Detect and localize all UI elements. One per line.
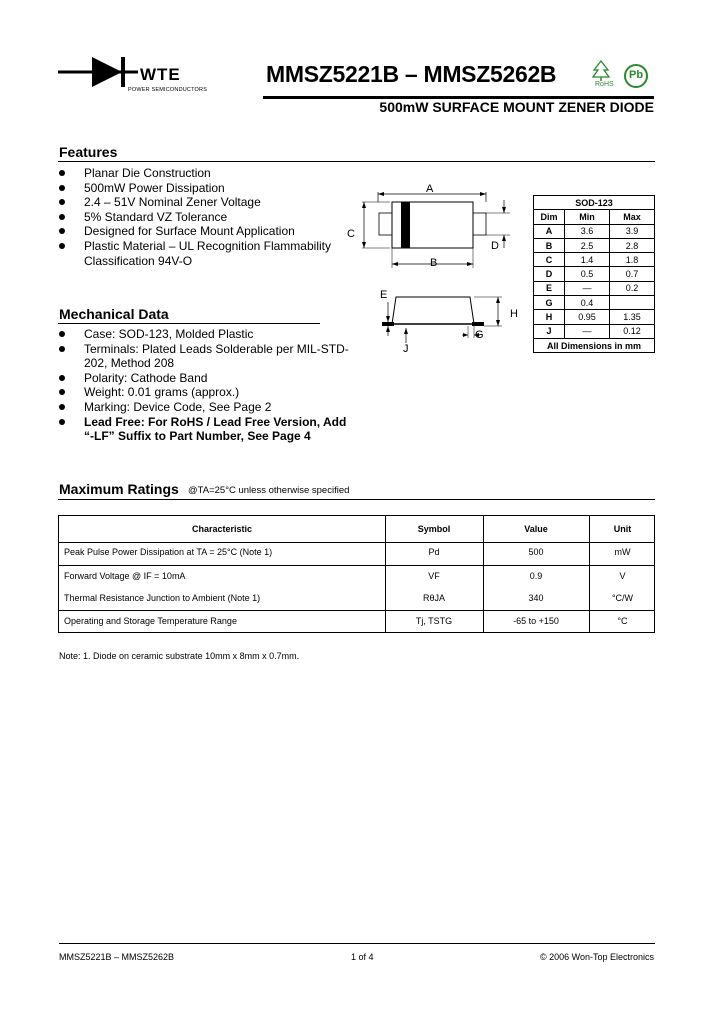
pb-label: Pb [629, 69, 644, 81]
dim-cell: 0.12 [610, 324, 655, 338]
rohs-badge [592, 60, 618, 90]
dim-cell: 3.9 [610, 224, 655, 238]
dim-cell: A [534, 224, 565, 238]
dim-col-header: Dim [534, 210, 565, 224]
dim-cell: 3.6 [565, 224, 610, 238]
dim-cell: — [565, 281, 610, 295]
cell-characteristic: Peak Pulse Power Dissipation at TA = 25°C (Note 1) [64, 547, 273, 557]
cell-characteristic: Operating and Storage Temperature Range [64, 616, 237, 626]
list-item: Polarity: Cathode Band [57, 371, 349, 386]
dim-cell: H [534, 310, 565, 324]
cell-symbol: RθJA [422, 593, 445, 603]
cell-unit: mW [614, 547, 631, 557]
footer-copyright: © 2006 Won-Top Electronics [539, 952, 654, 962]
table-row [534, 281, 655, 295]
cell-symbol: Pd [428, 547, 440, 557]
logo-name: WTE [140, 65, 181, 84]
list-item: Plastic Material – UL Recognition Flammability Classification 94V-O [57, 239, 347, 268]
dim-col-header: Max [610, 210, 655, 224]
cell-value: 340 [528, 593, 544, 603]
dim-cell: 0.95 [565, 310, 610, 324]
dim-cell: J [534, 324, 565, 338]
ratings-rule [58, 499, 655, 500]
ratings-table [58, 515, 655, 633]
features-title: Features [59, 144, 118, 160]
header-unit: Unit [613, 524, 632, 534]
dim-cell: 2.5 [565, 238, 610, 252]
list-item: 500mW Power Dissipation [57, 181, 347, 196]
cell-characteristic: Thermal Resistance Junction to Ambient (Note 1) [64, 593, 261, 603]
cell-unit: V [619, 571, 626, 581]
cell-symbol: Tj, TSTG [415, 616, 453, 626]
list-item: Marking: Device Code, See Page 2 [57, 400, 349, 415]
mechanical-title: Mechanical Data [59, 306, 169, 322]
dim-cell [610, 296, 655, 310]
cell-unit: °C/W [611, 593, 634, 603]
ratings-title: Maximum Ratings [59, 481, 179, 497]
cell-value: 500 [528, 547, 544, 557]
header-symbol: Symbol [417, 524, 451, 534]
tree-icon [592, 60, 618, 82]
table-row [534, 238, 655, 252]
dim-label-b: B [430, 257, 438, 269]
page-subtitle: 500mW SURFACE MOUNT ZENER DIODE [379, 99, 654, 115]
features-rule [58, 161, 655, 162]
dim-table-package: SOD-123 [534, 196, 655, 210]
dim-label-h: H [510, 308, 518, 320]
list-item: Planar Die Construction [57, 166, 347, 181]
table-row [534, 267, 655, 281]
dim-cell: B [534, 238, 565, 252]
dim-label-g: G [475, 329, 484, 341]
list-item: 2.4 – 51V Nominal Zener Voltage [57, 195, 347, 210]
dim-cell: — [565, 324, 610, 338]
footer-rule [59, 943, 655, 944]
list-item: 5% Standard VZ Tolerance [57, 210, 347, 225]
list-item: Weight: 0.01 grams (approx.) [57, 385, 349, 400]
dim-label-e: E [380, 289, 388, 301]
table-row [534, 296, 655, 310]
dim-cell: D [534, 267, 565, 281]
mechanical-rule [58, 323, 320, 324]
features-list [57, 166, 347, 268]
cell-unit: °C [617, 616, 628, 626]
dim-cell: 0.4 [565, 296, 610, 310]
footer-page-number: 1 of 4 [351, 952, 374, 962]
dim-cell: 1.4 [565, 253, 610, 267]
pb-free-badge [624, 64, 648, 88]
lead-free-item: Lead Free: For RoHS / Lead Free Version, Add “-LF” Suffix to Part Number, See Page 4 [57, 415, 349, 444]
dim-label-c: C [347, 228, 355, 240]
dimensions-table [533, 195, 655, 353]
header-characteristic: Characteristic [191, 524, 253, 534]
dim-cell: G [534, 296, 565, 310]
cell-value: 0.9 [529, 571, 543, 581]
rohs-label: RoHS [595, 81, 614, 88]
dim-col-header: Min [565, 210, 610, 224]
cell-symbol: VF [428, 571, 440, 581]
dim-label-j: J [403, 343, 409, 355]
list-item: Designed for Surface Mount Application [57, 224, 347, 239]
list-item: Terminals: Plated Leads Solderable per MIL-STD-202, Method 208 [57, 342, 349, 371]
table-row [534, 224, 655, 238]
row-divider [59, 542, 654, 543]
diode-symbol-icon [58, 55, 138, 87]
dim-cell: 0.5 [565, 267, 610, 281]
ratings-condition: @TA=25°C unless otherwise specified [188, 485, 350, 496]
dim-cell: 0.2 [610, 281, 655, 295]
dim-cell: C [534, 253, 565, 267]
dim-cell: 0.7 [610, 267, 655, 281]
cell-value: -65 to +150 [513, 616, 559, 626]
dim-label-d: D [491, 240, 499, 252]
table-row [534, 253, 655, 267]
dim-table-footer: All Dimensions in mm [534, 338, 655, 352]
footer-part-range: MMSZ5221B – MMSZ5262B [59, 952, 175, 962]
page-title: MMSZ5221B – MMSZ5262B [266, 61, 557, 87]
row-divider [59, 610, 654, 611]
dim-cell: 1.35 [610, 310, 655, 324]
row-divider [59, 565, 654, 566]
table-row [534, 324, 655, 338]
footnote: Note: 1. Diode on ceramic substrate 10mm x 8mm x 0.7mm. [59, 651, 300, 661]
dim-cell: 1.8 [610, 253, 655, 267]
header-value: Value [524, 524, 548, 534]
logo-tagline: POWER SEMICONDUCTORS [128, 87, 208, 93]
list-item: Case: SOD-123, Molded Plastic [57, 327, 349, 342]
dim-cell: 2.8 [610, 238, 655, 252]
table-row [534, 310, 655, 324]
cell-characteristic: Forward Voltage @ IF = 10mA [64, 571, 186, 581]
dim-label-a: A [426, 183, 434, 195]
dim-cell: E [534, 281, 565, 295]
mechanical-list [57, 327, 349, 444]
